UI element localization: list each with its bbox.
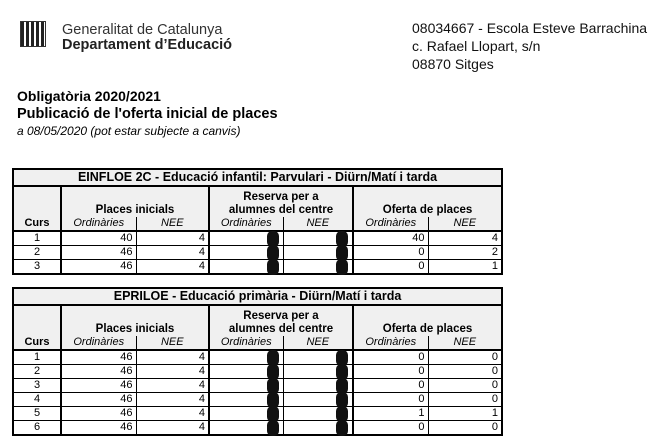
reserve-nee-cell-redacted	[283, 407, 353, 421]
generalitat-logo-icon	[20, 21, 46, 47]
reserve-nee-cell-redacted	[283, 379, 353, 393]
nee-subheader: NEE	[283, 336, 353, 350]
table-row	[13, 350, 502, 365]
initial-nee-cell: 4	[136, 407, 209, 421]
places-header: Places inicials	[61, 305, 209, 336]
ord-subheader: Ordinàries	[61, 336, 136, 350]
ord-subheader: Ordinàries	[353, 336, 428, 350]
org-name: Generalitat de Catalunya	[62, 22, 223, 38]
offer-ord-cell: 0	[353, 350, 428, 365]
nee-subheader: NEE	[428, 217, 502, 231]
ord-subheader: Ordinàries	[209, 336, 283, 350]
ord-subheader: Ordinàries	[353, 217, 428, 231]
offer-nee-cell: 2	[428, 246, 502, 260]
table-row	[13, 379, 502, 393]
initial-nee-cell: 4	[136, 421, 209, 436]
reserva-line2: alumnes del centre	[228, 323, 334, 335]
table-row	[13, 365, 502, 379]
reserve-ord-cell-redacted	[209, 350, 283, 365]
initial-nee-cell: 4	[136, 365, 209, 379]
initial-nee-cell: 4	[136, 246, 209, 260]
curs-cell: 1	[13, 350, 61, 365]
date-note: a 08/05/2020 (pot estar subjecte a canvis)	[17, 124, 241, 138]
table-row	[13, 231, 502, 246]
offer-nee-cell: 0	[428, 365, 502, 379]
redaction-mark	[267, 420, 279, 436]
table-row	[13, 246, 502, 260]
table-title: EPRILOE - Educació primària - Diürn/Matí i tarda	[13, 288, 502, 305]
offer-nee-cell: 0	[428, 379, 502, 393]
places-header: Places inicials	[61, 186, 209, 217]
oferta-header: Oferta de places	[353, 305, 502, 336]
reserva-header	[209, 186, 353, 217]
nee-subheader: NEE	[136, 217, 209, 231]
offer-nee-cell: 0	[428, 393, 502, 407]
offer-nee-cell: 0	[428, 421, 502, 436]
reserva-line2: alumnes del centre	[228, 204, 334, 216]
doc-title: Obligatòria 2020/2021	[17, 88, 161, 104]
reserve-ord-cell-redacted	[209, 260, 283, 275]
reserve-nee-cell-redacted	[283, 246, 353, 260]
offer-ord-cell: 40	[353, 231, 428, 246]
offer-ord-cell: 0	[353, 246, 428, 260]
curs-cell: 5	[13, 407, 61, 421]
initial-ord-cell: 46	[61, 393, 136, 407]
nee-subheader: NEE	[283, 217, 353, 231]
offer-ord-cell: 0	[353, 365, 428, 379]
redaction-mark	[336, 420, 348, 436]
curs-cell: 2	[13, 246, 61, 260]
ord-subheader: Ordinàries	[209, 217, 283, 231]
table-row	[13, 260, 502, 275]
offer-ord-cell: 0	[353, 379, 428, 393]
initial-ord-cell: 46	[61, 260, 136, 275]
places-table	[12, 287, 503, 436]
oferta-header: Oferta de places	[353, 186, 502, 217]
ord-subheader: Ordinàries	[61, 217, 136, 231]
reserva-line1: Reserva per a	[243, 191, 319, 203]
redaction-mark	[267, 259, 279, 275]
offer-ord-cell: 0	[353, 421, 428, 436]
nee-subheader: NEE	[136, 336, 209, 350]
curs-header: Curs	[13, 186, 61, 231]
reserve-nee-cell-redacted	[283, 393, 353, 407]
initial-ord-cell: 46	[61, 379, 136, 393]
initial-nee-cell: 4	[136, 393, 209, 407]
school-name: 08034667 - Escola Esteve Barrachina	[412, 20, 648, 36]
reserve-nee-cell-redacted	[283, 365, 353, 379]
reserve-ord-cell-redacted	[209, 231, 283, 246]
places-table	[12, 168, 503, 275]
table-row	[13, 407, 502, 421]
initial-ord-cell: 46	[61, 365, 136, 379]
reserve-ord-cell-redacted	[209, 379, 283, 393]
table-row	[13, 393, 502, 407]
reserva-line1: Reserva per a	[243, 310, 319, 322]
department-name: Departament d’Educació	[62, 37, 233, 53]
school-street: c. Rafael Llopart, s/n	[412, 38, 541, 54]
curs-cell: 2	[13, 365, 61, 379]
doc-subtitle: Publicació de l'oferta inicial de places	[17, 106, 278, 122]
curs-cell: 1	[13, 231, 61, 246]
curs-cell: 4	[13, 393, 61, 407]
table-title: EINFLOE 2C - Educació infantil: Parvulari - Diürn/Matí i tarda	[13, 169, 502, 186]
initial-nee-cell: 4	[136, 260, 209, 275]
curs-cell: 3	[13, 260, 61, 275]
initial-ord-cell: 40	[61, 231, 136, 246]
reserve-nee-cell-redacted	[283, 231, 353, 246]
initial-ord-cell: 46	[61, 421, 136, 436]
reserve-ord-cell-redacted	[209, 365, 283, 379]
offer-nee-cell: 1	[428, 407, 502, 421]
reserve-ord-cell-redacted	[209, 407, 283, 421]
reserve-nee-cell-redacted	[283, 421, 353, 436]
initial-nee-cell: 4	[136, 231, 209, 246]
school-city: 08870 Sitges	[412, 56, 494, 72]
initial-nee-cell: 4	[136, 379, 209, 393]
redaction-mark	[336, 259, 348, 275]
reserve-ord-cell-redacted	[209, 421, 283, 436]
curs-cell: 6	[13, 421, 61, 436]
reserve-nee-cell-redacted	[283, 350, 353, 365]
curs-cell: 3	[13, 379, 61, 393]
nee-subheader: NEE	[428, 336, 502, 350]
reserve-ord-cell-redacted	[209, 246, 283, 260]
offer-nee-cell: 1	[428, 260, 502, 275]
offer-ord-cell: 1	[353, 407, 428, 421]
offer-nee-cell: 4	[428, 231, 502, 246]
table-row	[13, 421, 502, 436]
initial-nee-cell: 4	[136, 350, 209, 365]
offer-ord-cell: 0	[353, 260, 428, 275]
initial-ord-cell: 46	[61, 407, 136, 421]
initial-ord-cell: 46	[61, 246, 136, 260]
reserve-nee-cell-redacted	[283, 260, 353, 275]
curs-header: Curs	[13, 305, 61, 350]
initial-ord-cell: 46	[61, 350, 136, 365]
reserve-ord-cell-redacted	[209, 393, 283, 407]
offer-ord-cell: 0	[353, 393, 428, 407]
reserva-header	[209, 305, 353, 336]
offer-nee-cell: 0	[428, 350, 502, 365]
